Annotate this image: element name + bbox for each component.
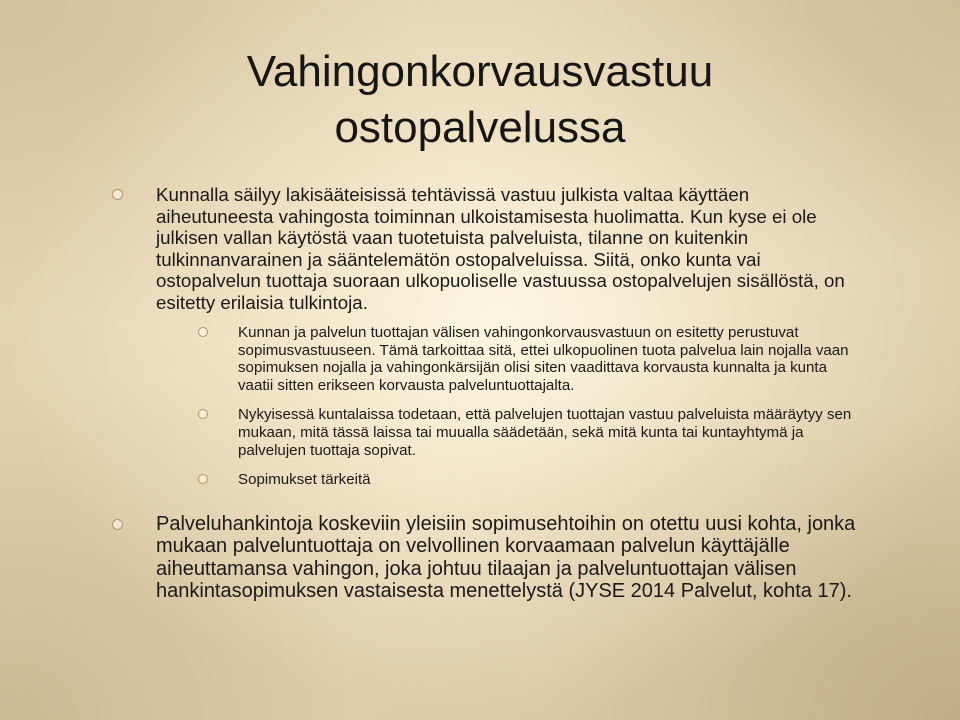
- bullet-2-text: Palveluhankintoja koskeviin yleisiin sopimusehtoihin on otettu uusi kohta, jonka mukaan palveluntuottaja on velvollinen korvaamaan palvelun käyttäjälle aiheuttamansa vahingon, joka johtuu tilaajan ja palveluntuottajan välisen hankintasopimuksen vastaisesta menettelystä (JYSE 2014 Palvelut, kohta 17).: [156, 512, 856, 603]
- bullet-1-text: Kunnalla säilyy lakisääteisissä tehtävissä vastuu julkista valtaa käyttäen aiheutuneesta vahingosta toiminnan ulkoistamisesta huolimatta. Kun kyse ei ole julkisen vallan käytöstä vaan tuotetuista palveluista, tilanne on kuitenkin tulkinnanvarainen ja sääntelemätön ostopalveluissa. Siitä, onko kunta vai ostopalvelun tuottaja suoraan ulkopuoliselle vastuussa ostopalvelujen sisällöstä, on esitetty erilaisia tulkintoja.: [156, 184, 845, 313]
- sub-bullet-3-text: Sopimukset tärkeitä: [238, 471, 371, 489]
- sub-bullet-1: [238, 324, 858, 394]
- circle-bullet-icon: [112, 519, 123, 530]
- circle-bullet-icon: [198, 409, 208, 419]
- circle-bullet-icon: [198, 474, 208, 484]
- sub-bullet-3: [238, 471, 858, 489]
- title-line-2: ostopalvelussa: [334, 103, 626, 152]
- sub-bullet-1-text: Kunnan ja palvelun tuottajan välisen vahingonkorvausvastuun on esitetty perustuvat sopimusvastuuseen. Tämä tarkoittaa sitä, ettei ulkopuolinen tuota palvelua lain nojalla vaan sopimuksen nojalla ja vahingonkärsijän olisi siten vaadittava korvausta kunnalta ja kunta vaatii sitten erikseen korvausta palveluntuottajalta.: [238, 324, 849, 394]
- circle-bullet-icon: [198, 327, 208, 337]
- slide-content: [0, 184, 960, 603]
- bullet-2: [156, 513, 856, 603]
- title-line-1: Vahingonkorvausvastuu: [246, 47, 714, 96]
- bullet-1: [156, 184, 856, 313]
- circle-bullet-icon: [112, 189, 123, 200]
- sub-bullet-2: [238, 406, 858, 459]
- sub-bullet-2-text: Nykyisessä kuntalaissa todetaan, että palvelujen tuottajan vastuu palveluista määräytyy sen mukaan, mitä tässä laissa tai muualla säädetään, sekä mitä kunta tai kuntayhtymä ja palvelujen tuottaja sopivat.: [238, 406, 852, 459]
- slide-title: [160, 44, 800, 156]
